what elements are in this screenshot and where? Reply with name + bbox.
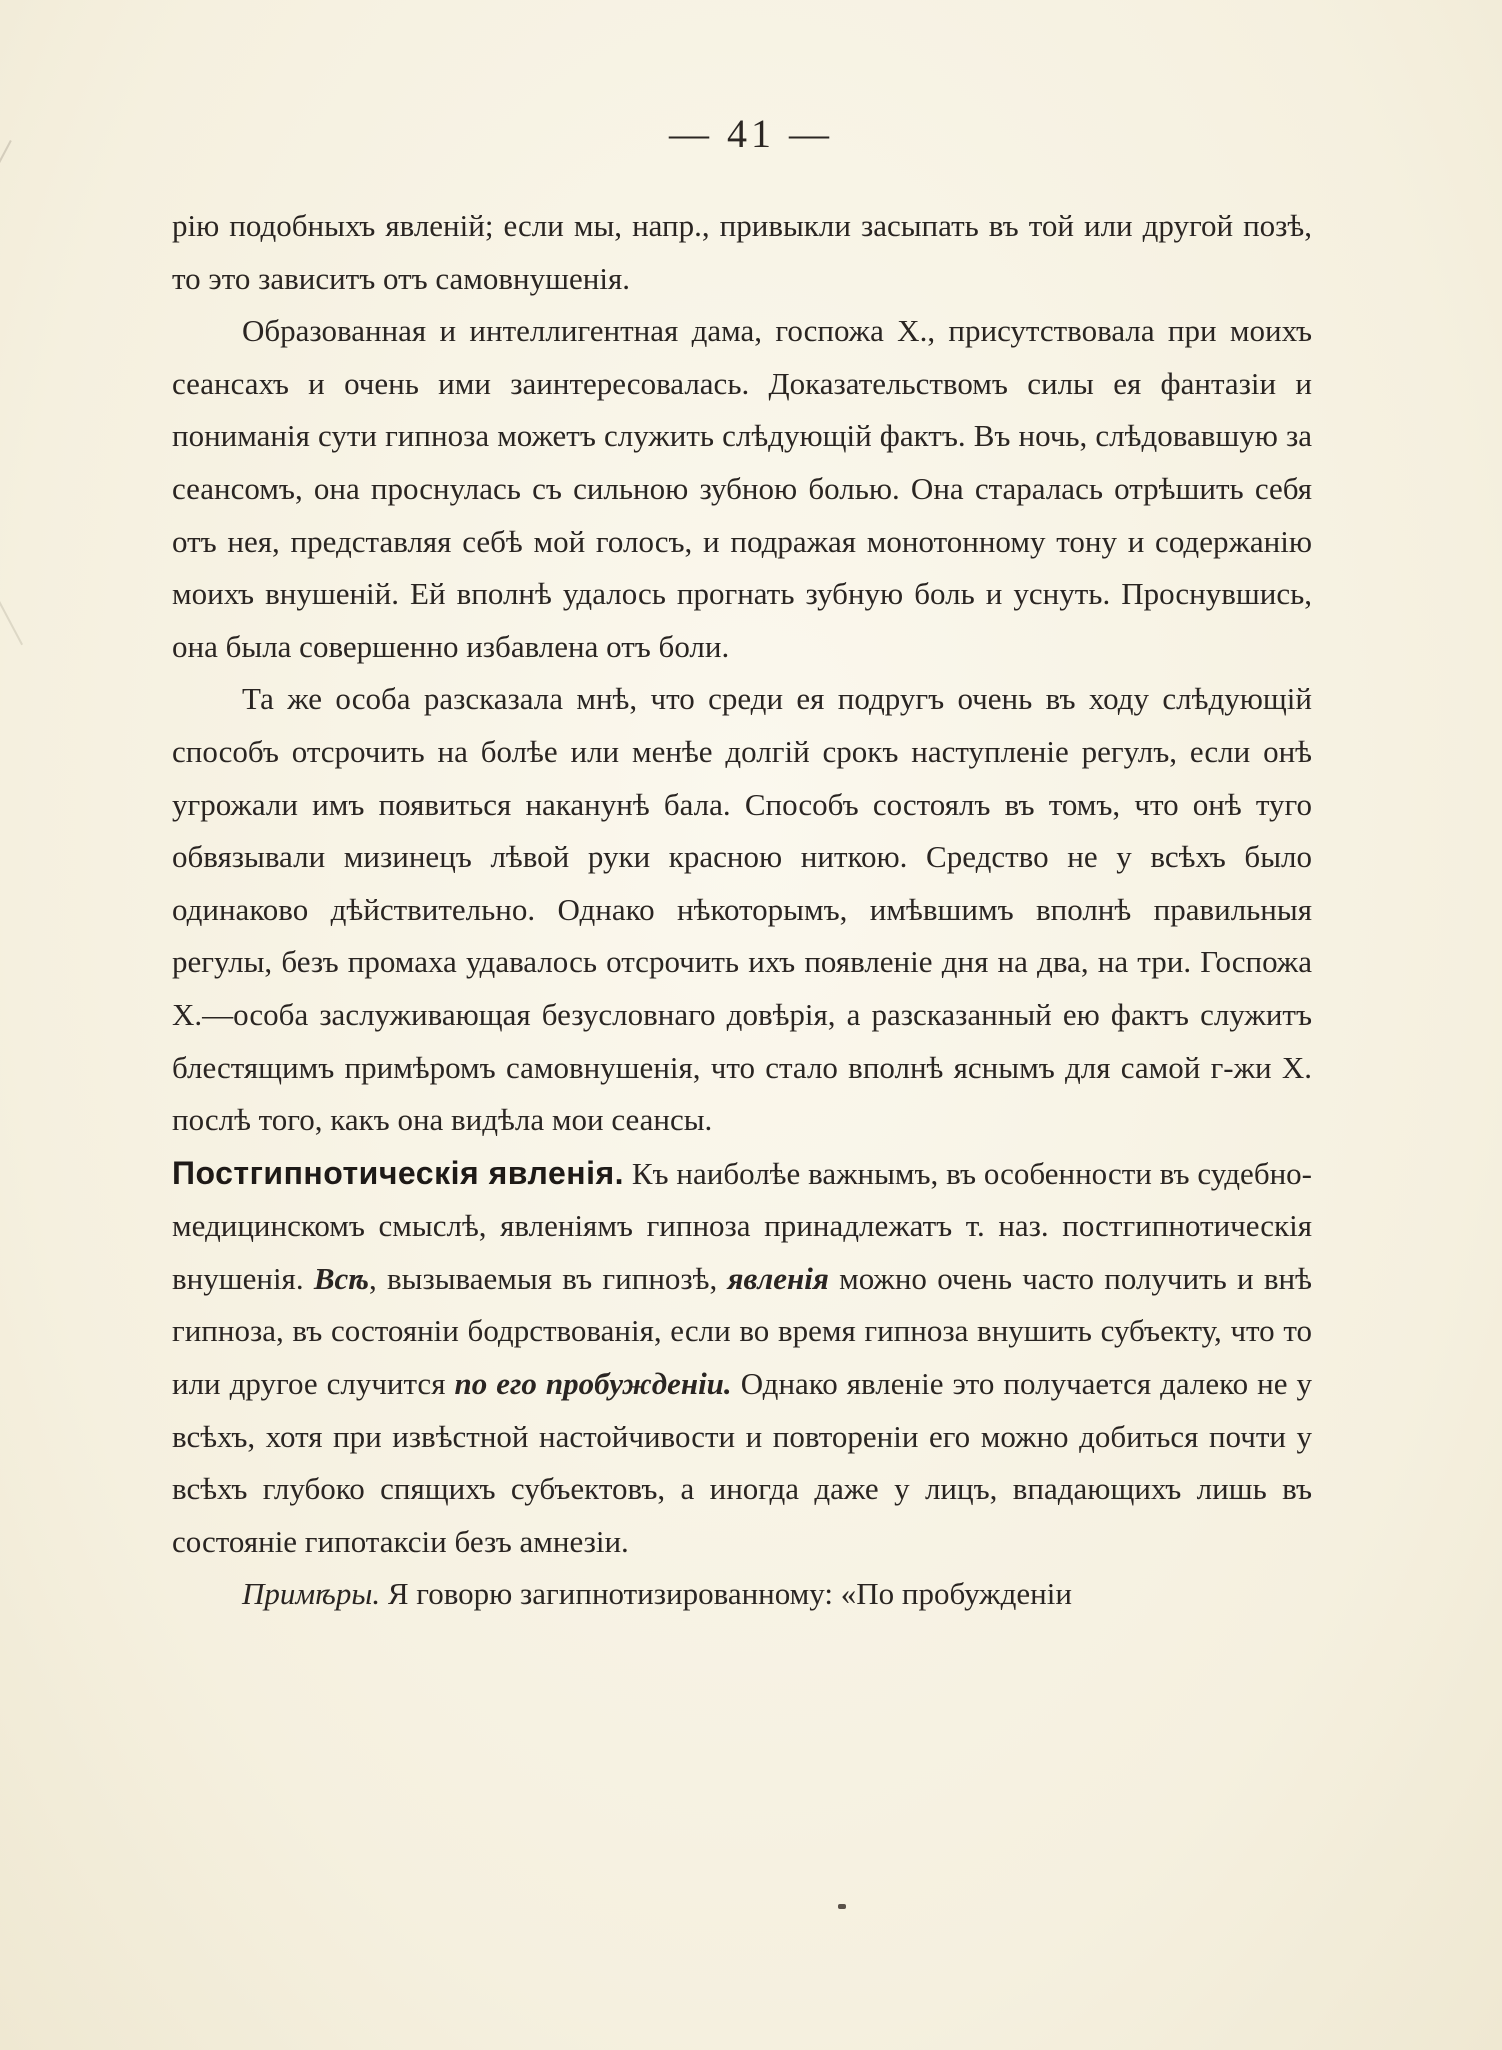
paragraph: Та же особа разсказала мнѣ, что среди ея подругъ очень въ ходу слѣдующій способъ отсрочить на болѣе или менѣе долгій срокъ наступленіе регулъ, если онѣ угрожали имъ появиться наканунѣ бала. Способъ состоялъ въ томъ, что онѣ туго обвязывали мизинецъ лѣвой руки красною ниткою. Средство не у всѣхъ было одинаково дѣйствительно. Однако нѣкоторымъ, имѣвшимъ вполнѣ правильныя регулы, безъ промаха удавалось отсрочить ихъ появленіе дня на два, на три. Госпожа X.—особа заслуживающая безусловнаго довѣрія, а разсказанный ею фактъ служитъ блестящимъ примѣромъ самовнушенія, что стало вполнѣ яснымъ для самой г-жи X. послѣ того, какъ она видѣла мои сеансы. <box>172 681 1312 1138</box>
paragraph-text: можно очень часто получить и внѣ гипноза, въ состояніи бодрствованія, если во время гипноза внушить субъекту, что то или другое случится <box>172 1260 1312 1402</box>
emphasis-text: по его пробужденіи. <box>454 1366 732 1402</box>
paragraph-text: Я говорю загипнотизированному: «По пробужденіи <box>380 1576 1072 1612</box>
emphasis-text: Всѣ <box>313 1260 369 1296</box>
emphasis-text: явленія <box>727 1260 829 1296</box>
paragraph-text: , вызываемыя въ гипнозѣ, <box>368 1260 728 1296</box>
section-heading: Постгипнотическія явленія. <box>172 1154 625 1191</box>
page-edge-mark <box>0 140 12 282</box>
ink-mark <box>838 1904 846 1909</box>
paragraph-posthypnotic <box>172 1147 1312 1569</box>
body-text <box>172 200 1312 1621</box>
paragraph: рію подобныхъ явленій; если мы, напр., привыкли засыпать въ той или другой позѣ, то это зависитъ отъ самовнушенія. <box>172 208 1312 296</box>
paragraph: Образованная и интеллигентная дама, госпожа X., присутствовала при моихъ сеансахъ и очень ими заинтересовалась. Доказательствомъ силы ея фантазіи и пониманія сути гипноза можетъ служить слѣдующій фактъ. Въ ночь, слѣдовавшую за сеансомъ, она проснулась съ сильною зубною болью. Она старалась отрѣшить себя отъ нея, представляя себѣ мой голосъ, и подражая монотонному тону и содержанію моихъ внушеній. Ей вполнѣ удалось прогнать зубную боль и уснуть. Проснувшись, она была совершенно избавлена отъ боли. <box>172 313 1312 664</box>
page-edge-mark <box>0 565 23 645</box>
page-number: — 41 — <box>669 111 833 156</box>
paragraph-text: Однако явленіе это получается далеко не у всѣхъ, хотя при извѣстной настойчивости и повтореніи его можно добиться почти у всѣхъ глубоко спящихъ субъектовъ, а иногда даже у лицъ, впадающихъ лишь въ состояніе гипотаксіи безъ амнезіи. <box>172 1366 1312 1559</box>
emphasis-text: Примѣры. <box>242 1576 381 1612</box>
paragraph-text: Къ наиболѣе важнымъ, въ особенности въ судебно-медицинскомъ смыслѣ, явленіямъ гипноза принадлежатъ т. наз. постгипнотическія внушенія. <box>172 1155 1313 1296</box>
paragraph-examples <box>172 1568 1312 1621</box>
